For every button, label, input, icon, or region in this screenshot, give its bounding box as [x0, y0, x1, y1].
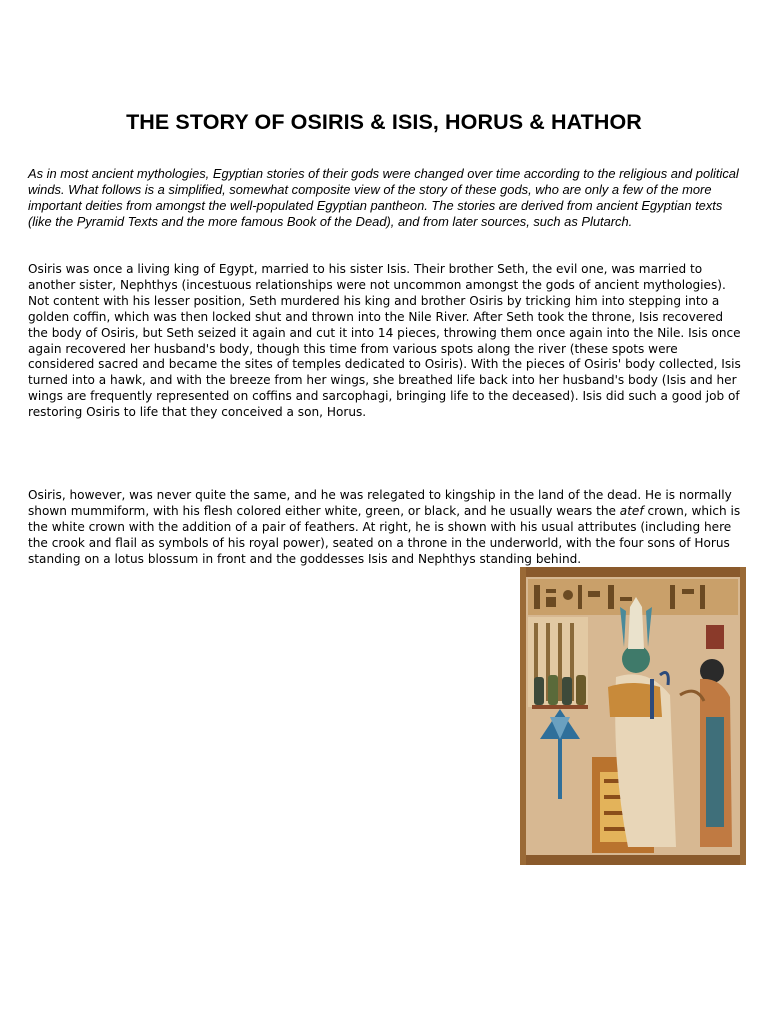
- intro-paragraph: As in most ancient mythologies, Egyptian stories of their gods were changed over time according to the religious and political winds. What follows is a simplified, somewhat composite view of the story of these gods, who are only a few of the more important deities from amongst the well-populated Egyptian pantheon. The stories are derived from ancient Egyptian texts (like the Pyramid Texts and the more famous Book of the Dead), and from later sources, such as Plutarch.: [28, 166, 739, 229]
- page-title: THE STORY OF OSIRIS & ISIS, HORUS & HATHOR: [126, 110, 642, 134]
- paragraph-2-text-start: Osiris, however, was never quite the same, and he was relegated to kingship in the land of the dead. He is normally shown mummiform, with his flesh colored either white, green, or black, and he usually wears the: [28, 488, 732, 518]
- paragraph-2-text-end: crown, which is the white crown with the addition of a pair of feathers. At right, he is shown with his usual attributes (including here the crook and flail as symbols of his royal power), seated on a throne in the underworld, with the four sons of Horus standing on a lotus blossum in front and the goddesses Isis and Nephthys standing behind.: [28, 503, 741, 566]
- body-paragraph-2: [28, 488, 744, 568]
- atef-term: atef: [619, 503, 644, 518]
- osiris-painting-image: [520, 567, 746, 865]
- body-paragraph-1: Osiris was once a living king of Egypt, married to his sister Isis. Their brother Seth, the evil one, was married to another sister, Nephthys (incestuous relationships were not uncommon amongst the gods of ancient mythologies). Not content with his lesser position, Seth murdered his king and brother Osiris by tricking him into stepping into a golden coffin, which was then locked shut and thrown into the Nile River. After Seth took the throne, Isis recovered the body of Osiris, but Seth seized it again and cut it into 14 pieces, throwing them once again into the Nile. Isis once again recovered her husband's body, though this time from various spots along the river (these spots were considered sacred and became the sites of temples dedicated to Osiris). With the pieces of Osiris' body collected, Isis turned into a hawk, and with the breeze from her wings, she breathed life back into her husband's body (Isis and her wings are frequently represented on coffins and sarcophagi, bringing life to the deceased). Isis did such a good job of restoring Osiris to life that they conceived a son, Horus.: [28, 262, 741, 420]
